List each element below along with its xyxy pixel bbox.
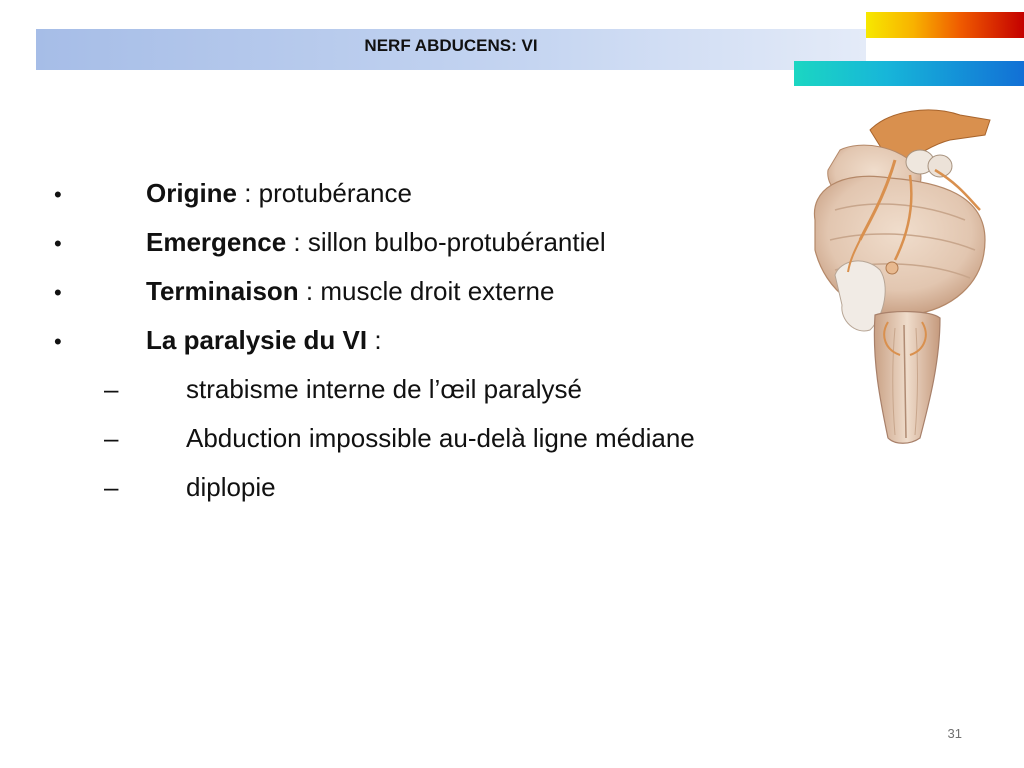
bullet-label: Terminaison: [146, 276, 299, 306]
dash-marker: –: [104, 374, 119, 404]
bullet-label: Origine: [146, 178, 238, 208]
bullet-text: : protubérance: [237, 178, 412, 208]
bullet-marker: •: [54, 280, 62, 305]
decor-bar-warm: [866, 12, 1024, 38]
dash-marker: –: [104, 472, 119, 502]
brainstem-anatomy-illustration: [800, 100, 1000, 450]
dash-marker: –: [104, 423, 119, 453]
sub-list-item: [0, 423, 820, 472]
sub-bullet-text: diplopie: [186, 472, 276, 502]
bullet-label: La paralysie du VI: [146, 325, 368, 355]
bullet-text: : muscle droit externe: [298, 276, 555, 306]
slide-title: NERF ABDUCENS: VI: [364, 36, 538, 55]
list-item: [0, 227, 820, 276]
list-item: [0, 276, 820, 325]
sub-bullet-text: strabisme interne de l’œil paralysé: [186, 374, 582, 404]
bullet-marker: •: [54, 231, 62, 256]
bullet-list: [0, 178, 820, 521]
bullet-label: Emergence: [146, 227, 287, 257]
page-number: 31: [947, 726, 962, 741]
bullet-marker: •: [54, 329, 62, 354]
sub-bullet-text: Abduction impossible au-delà ligne médiane: [186, 423, 695, 453]
sub-list-item: [0, 374, 820, 423]
bullet-text: : sillon bulbo-protubérantiel: [286, 227, 606, 257]
bullet-text: :: [367, 325, 382, 355]
list-item: [0, 178, 820, 227]
list-item: [0, 325, 820, 374]
bullet-marker: •: [54, 182, 62, 207]
sub-list-item: [0, 472, 820, 521]
decor-bar-cool: [794, 61, 1024, 86]
